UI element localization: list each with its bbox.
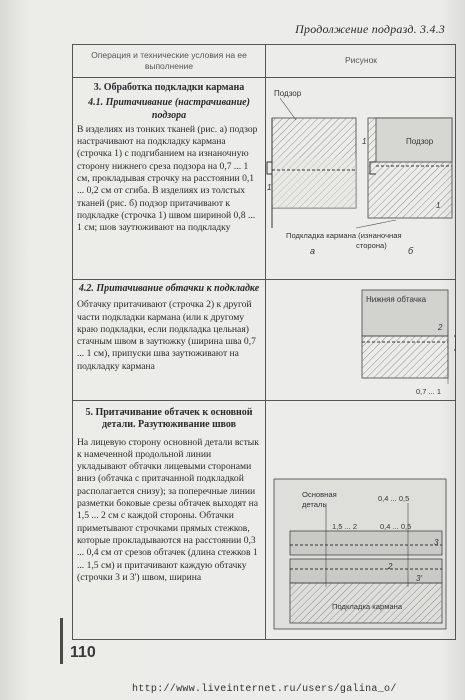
row3-text: [77, 407, 261, 584]
label-dim: 0,7 ... 1: [416, 387, 442, 396]
label-podzor-left: Подзор: [274, 89, 302, 98]
row1-section-title: 3. Обработка подкладки кармана: [93, 82, 245, 93]
label-2: 2: [438, 323, 443, 332]
page-number: 110: [70, 644, 96, 661]
podzor-a-lower: [272, 158, 356, 208]
label-obtachka: Нижняя обтачка: [366, 295, 427, 304]
leader-caption: [356, 220, 396, 228]
header-figure: Рисунок: [344, 55, 378, 66]
header-operation: Операция и технические условия на ее выполнение: [91, 49, 247, 71]
obtachka-top: [290, 531, 442, 555]
label-1-left: 1: [267, 183, 272, 192]
row2-subsection-title: 4.2. Притачивание обтачки к подкладке: [78, 283, 260, 294]
row3-body: На лицевую сторону основной детали встык к намеченной продольной линии укладывают обтачки лицевыми сторонами вниз (обтачка с притачанной подкладкой располагается снизу); за поперечные линии разметки боковые срезы обтачек выходят на 1,5 ... 2 см с каждой стороны. Обтачки приметывают строчками прямых стежков, которые прокладываются на расстоянии 0,3 ... 0,4 см от срезов обтачек (длина стежков 1 ... 1,5 см) и притачивают каждую обтачку (строчки 3 и 3') швом, ширина: [77, 436, 259, 583]
row3-section-title: 5. Притачивание обтачек к основной детали. Разутюживание швов: [85, 407, 253, 431]
figure-podzor: [266, 78, 456, 278]
label-podkladka: Подкладка кармана: [332, 602, 403, 611]
label-a: а: [310, 246, 316, 256]
footer-bar: [60, 618, 63, 664]
fold-2: [454, 336, 456, 350]
row2-body: Обтачку притачивают (строчка 2) к другой части подкладки кармана (или к другому краю подкладки, если подкладка цельная) стачным швом в заутюжку (ширина шва 0,7 ... 1 см), припуски шва заутюживают на подкладку кармана: [77, 299, 256, 372]
row2-text: [77, 283, 261, 373]
figure-obtachka: [266, 280, 456, 399]
label-dim-mid: 0,4 ... 0,5: [380, 522, 412, 531]
fold-a: [267, 162, 272, 174]
running-head: Продолжение подразд. 3.4.3: [295, 22, 445, 36]
row1-subsection-title: 4.1. Притачивание (настрачивание) подзора: [88, 97, 250, 121]
leader-podzor-a: [280, 98, 296, 120]
label-3p: 3': [416, 574, 422, 583]
row1-text: [77, 82, 261, 235]
caption-line1: Подкладка кармана (изнаночная: [286, 231, 402, 240]
label-osnovnaya-2: деталь: [302, 500, 327, 509]
row1-body: В изделиях из тонких тканей (рис. а) подзор настрачивают на подкладку кармана (строчка 1) с подгибанием на изнаночную сторону нижнего среза подзора на 0,7 ... 1 см, прокладывая строчку на расстоянии 0,1 ... 0,2 см от сгиба. В изделиях из толстых тканей (рис. б) подзор притачивают к подкладке (строчка 1) швом шириной 0,8 ... 1 см; шов заутюживают на подкладку: [77, 123, 258, 234]
label-2: 2: [388, 562, 393, 571]
instruction-table: [72, 44, 456, 640]
label-osnovnaya-1: Основная: [302, 490, 337, 499]
label-b: б: [408, 246, 414, 256]
label-1-right: 1: [436, 201, 441, 210]
label-3: 3: [434, 538, 439, 547]
label-dim-top: 0,4 ... 0,5: [378, 494, 410, 503]
figure-obtachki-osnova: [266, 401, 456, 639]
label-podzor-right: Подзор: [406, 137, 434, 146]
label-1-mid: 1: [362, 137, 367, 146]
footer-url: http://www.liveinternet.ru/users/galina_o/: [132, 684, 397, 695]
caption-line2: сторона): [356, 241, 387, 250]
label-dim-left: 1,5 ... 2: [332, 522, 358, 531]
